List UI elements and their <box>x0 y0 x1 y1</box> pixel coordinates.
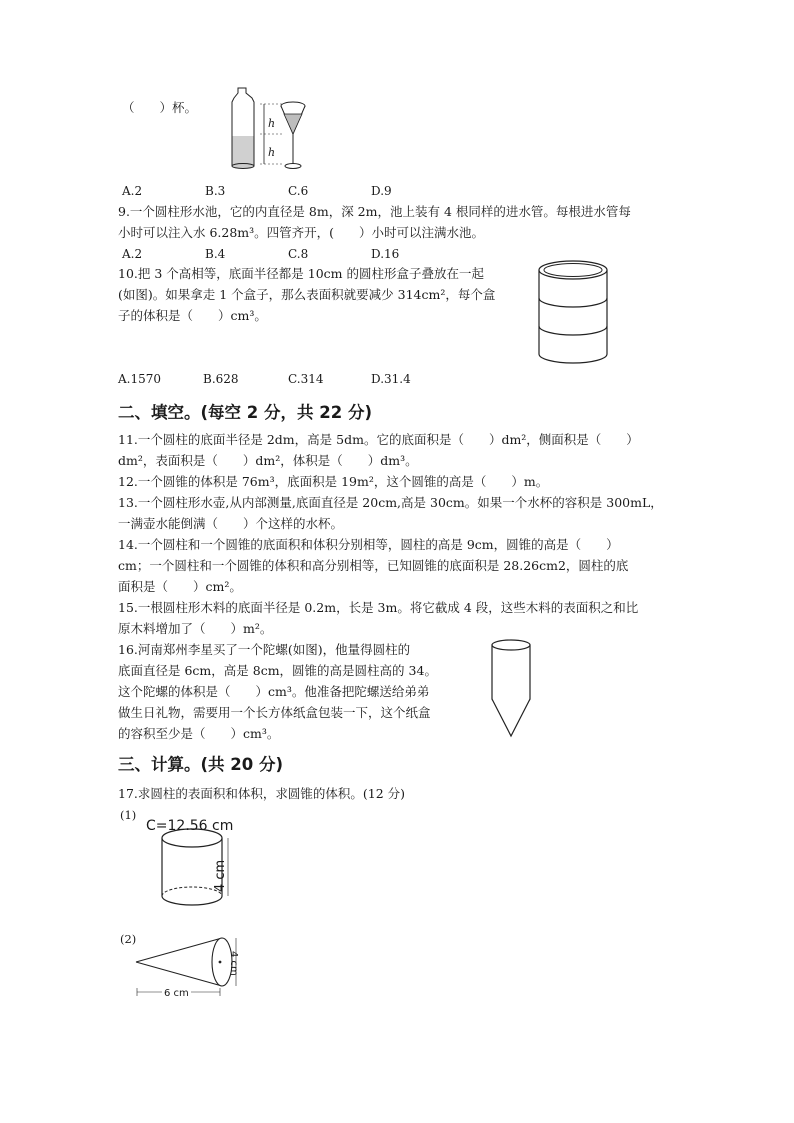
q10-option-d: D.31.4 <box>371 372 411 386</box>
q16-line3: 这个陀螺的体积是（ ）cm³。他准备把陀螺送给弟弟 <box>118 684 430 699</box>
cylinder-circumference-label: C=12.56 cm <box>146 818 234 834</box>
q15-line2: 原木料增加了（ ）m²。 <box>118 621 273 636</box>
section-title-fill-in: 二、填空。(每空 2 分，共 22 分) <box>118 403 373 422</box>
q8-option-b: B.3 <box>205 184 226 198</box>
q16-line5: 的容积至少是（ ）cm³。 <box>118 726 280 741</box>
q9-option-d: D.16 <box>371 247 400 261</box>
q13-line1: 13.一个圆柱形水壶,从内部测量,底面直径是 20cm,高是 30cm。如果一个水杯的容积是 300mL， <box>118 495 663 510</box>
q13-line2: 一满壶水能倒满（ ）个这样的水杯。 <box>118 516 344 531</box>
cone-height-label: 4 cm <box>228 951 239 976</box>
q8-option-a: A.2 <box>122 184 143 198</box>
q12-line1: 12.一个圆锥的体积是 76m³，底面积是 19m²，这个圆锥的高是（ ）m。 <box>118 474 549 489</box>
q17-part1-label: (1) <box>120 808 137 822</box>
q8-h-label-1: h <box>268 117 276 130</box>
q10-line3: 子的体积是（ ）cm³。 <box>118 308 267 323</box>
q8-option-c: C.6 <box>288 184 309 198</box>
q16-line2: 底面直径是 6cm，高是 8cm，圆锥的高是圆柱高的 34。 <box>118 663 437 678</box>
stacked-cylinders-figure <box>536 258 610 366</box>
q17-part2-label: (2) <box>120 932 137 946</box>
q9-line1: 9.一个圆柱形水池，它的内直径是 8m，深 2m，池上装有 4 根同样的进水管。每根进水管每 <box>118 204 631 219</box>
cone-length-label: 6 cm <box>164 988 189 999</box>
q9-option-c: C.8 <box>288 247 309 261</box>
q8-option-d: D.9 <box>371 184 392 198</box>
q15-line1: 15.一根圆柱形木料的底面半径是 0.2m，长是 3m。将它截成 4 段，这些木料的表面积之和比 <box>118 600 639 615</box>
q8-tail: （ ）杯。 <box>122 100 198 115</box>
q9-option-a: A.2 <box>122 247 143 261</box>
q10-option-b: B.628 <box>203 372 239 386</box>
q9-option-b: B.4 <box>205 247 226 261</box>
q11-line2: dm²，表面积是（ ）dm²，体积是（ ）dm³。 <box>118 453 418 468</box>
section-title-calculation: 三、计算。(共 20 分) <box>118 755 284 774</box>
q17-line1: 17.求圆柱的表面积和体积，求圆锥的体积。(12 分) <box>118 786 406 801</box>
q11-line1: 11.一个圆柱的底面半径是 2dm，高是 5dm。它的底面积是（ ）dm²，侧面积是（ ） <box>118 432 639 447</box>
q10-option-c: C.314 <box>288 372 324 386</box>
q16-line4: 做生日礼物，需要用一个长方体纸盒包装一下，这个纸盒 <box>118 705 431 720</box>
q16-line1: 16.河南郑州李星买了一个陀螺(如图)，他量得圆柱的 <box>118 642 411 657</box>
q8-figure <box>226 86 316 176</box>
q8-h-label-2: h <box>268 146 276 159</box>
q10-option-a: A.1570 <box>118 372 162 386</box>
spinning-top-figure <box>489 637 533 739</box>
q9-line2: 小时可以注入水 6.28m³。四管齐开，( ）小时可以注满水池。 <box>118 225 485 240</box>
cylinder-height-label: 4 cm <box>213 859 228 892</box>
q10-line1: 10.把 3 个高相等，底面半径都是 10cm 的圆柱形盒子叠放在一起 <box>118 266 484 281</box>
q14-line1: 14.一个圆柱和一个圆锥的底面积和体积分别相等，圆柱的高是 9cm，圆锥的高是（ ） <box>118 537 619 552</box>
q10-line2: (如图)。如果拿走 1 个盒子，那么表面积就要减少 314cm²，每个盒 <box>118 287 496 302</box>
q14-line3: 面积是（ ）cm²。 <box>118 579 242 594</box>
q14-line2: cm；一个圆柱和一个圆锥的体积和高分别相等，已知圆锥的底面积是 28.26cm2，圆柱的底 <box>118 558 629 573</box>
